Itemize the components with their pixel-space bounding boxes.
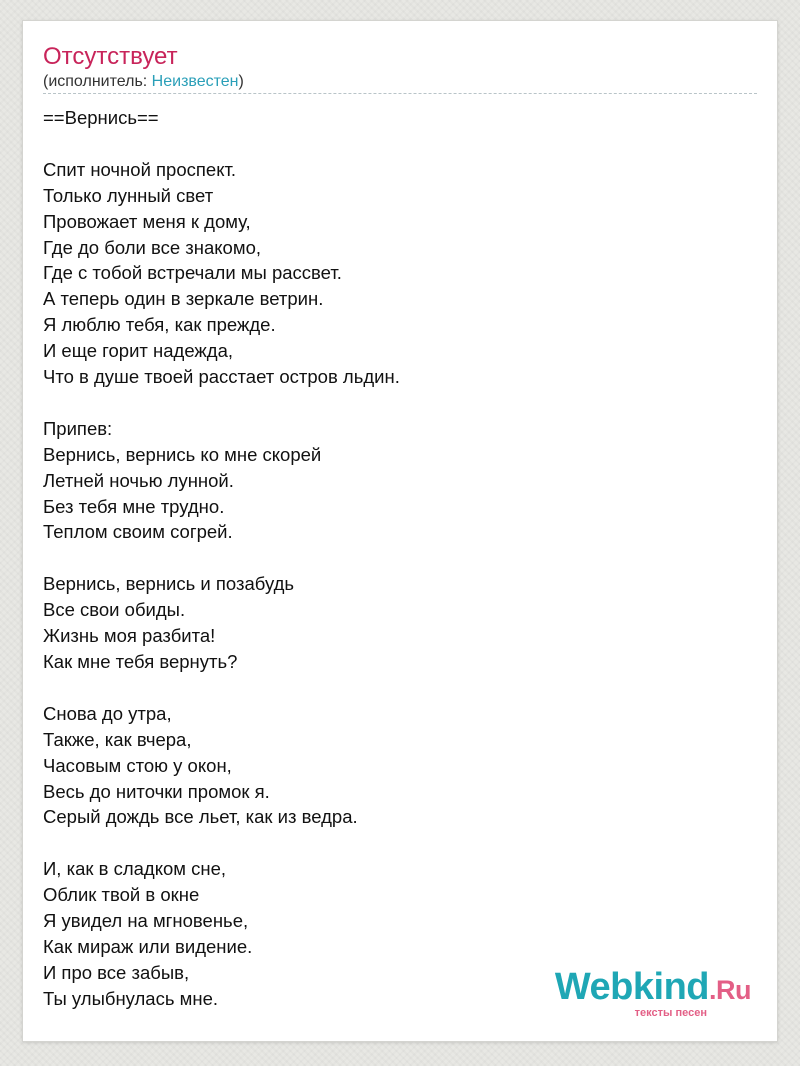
logo-wordmark <box>555 968 751 1009</box>
lyric-line: Облик твой в окне <box>43 884 200 906</box>
lyric-line: А теперь один в зеркале ветрин. <box>43 288 324 310</box>
logo-tagline: тексты песен <box>634 1007 707 1019</box>
artist-link[interactable]: Неизвестен <box>151 73 239 90</box>
lyric-blank-line <box>43 131 400 157</box>
logo-tld: .Ru <box>709 975 751 1005</box>
logo-name: Webkind <box>554 966 709 1008</box>
lyric-line: Жизнь моя разбита! <box>43 625 216 647</box>
lyrics-card <box>22 20 778 1042</box>
lyric-line: Все свои обиды. <box>43 599 186 621</box>
header-divider <box>43 93 757 94</box>
lyric-blank-line <box>43 675 400 701</box>
lyric-line: Серый дождь все льет, как из ведра. <box>43 806 358 828</box>
lyric-line: Летней ночью лунной. <box>43 469 234 491</box>
lyric-line: И про все забыв, <box>43 961 190 983</box>
lyric-line: Что в душе твоей расстает остров льдин. <box>43 366 400 388</box>
lyric-line: Только лунный свет <box>43 184 214 206</box>
lyric-line: Весь до ниточки промок я. <box>43 780 270 802</box>
site-logo[interactable] <box>555 968 751 1019</box>
lyric-line: Где до боли все знакомо, <box>43 236 261 258</box>
lyric-line: Где с тобой встречали мы рассвет. <box>43 262 342 284</box>
lyric-line: Вернись, вернись ко мне скорей <box>43 443 322 465</box>
lyric-blank-line <box>43 545 400 571</box>
lyric-line: И, как в сладком сне, <box>43 858 227 880</box>
lyric-line: Снова до утра, <box>43 702 172 724</box>
lyric-blank-line <box>43 830 400 856</box>
artist-suffix: ) <box>238 73 244 90</box>
artist-line <box>43 72 244 92</box>
song-title: Отсутствует <box>43 43 178 70</box>
lyric-line: ==Вернись== <box>43 107 159 128</box>
lyric-line: И еще горит надежда, <box>43 340 234 362</box>
lyric-line: Ты улыбнулась мне. <box>43 987 218 1009</box>
lyric-line: Спит ночной проспект. <box>43 158 237 180</box>
lyric-line: Я люблю тебя, как прежде. <box>43 314 276 336</box>
lyric-line: Теплом своим согрей. <box>43 521 233 543</box>
lyric-line: Вернись, вернись и позабудь <box>43 573 295 595</box>
lyric-line: Как мираж или видение. <box>43 935 253 957</box>
lyric-blank-line <box>43 390 400 416</box>
lyric-line: Часовым стою у окон, <box>43 754 232 776</box>
lyric-line: Провожает меня к дому, <box>43 210 251 232</box>
lyric-line: Я увидел на мгновенье, <box>43 910 249 932</box>
lyric-line: Припев: <box>43 417 113 439</box>
lyric-line: Как мне тебя вернуть? <box>43 650 238 672</box>
artist-prefix: (исполнитель: <box>43 73 152 90</box>
lyric-line: Без тебя мне трудно. <box>43 495 225 517</box>
lyric-line: Также, как вчера, <box>43 728 192 750</box>
lyrics-text <box>43 105 400 1012</box>
